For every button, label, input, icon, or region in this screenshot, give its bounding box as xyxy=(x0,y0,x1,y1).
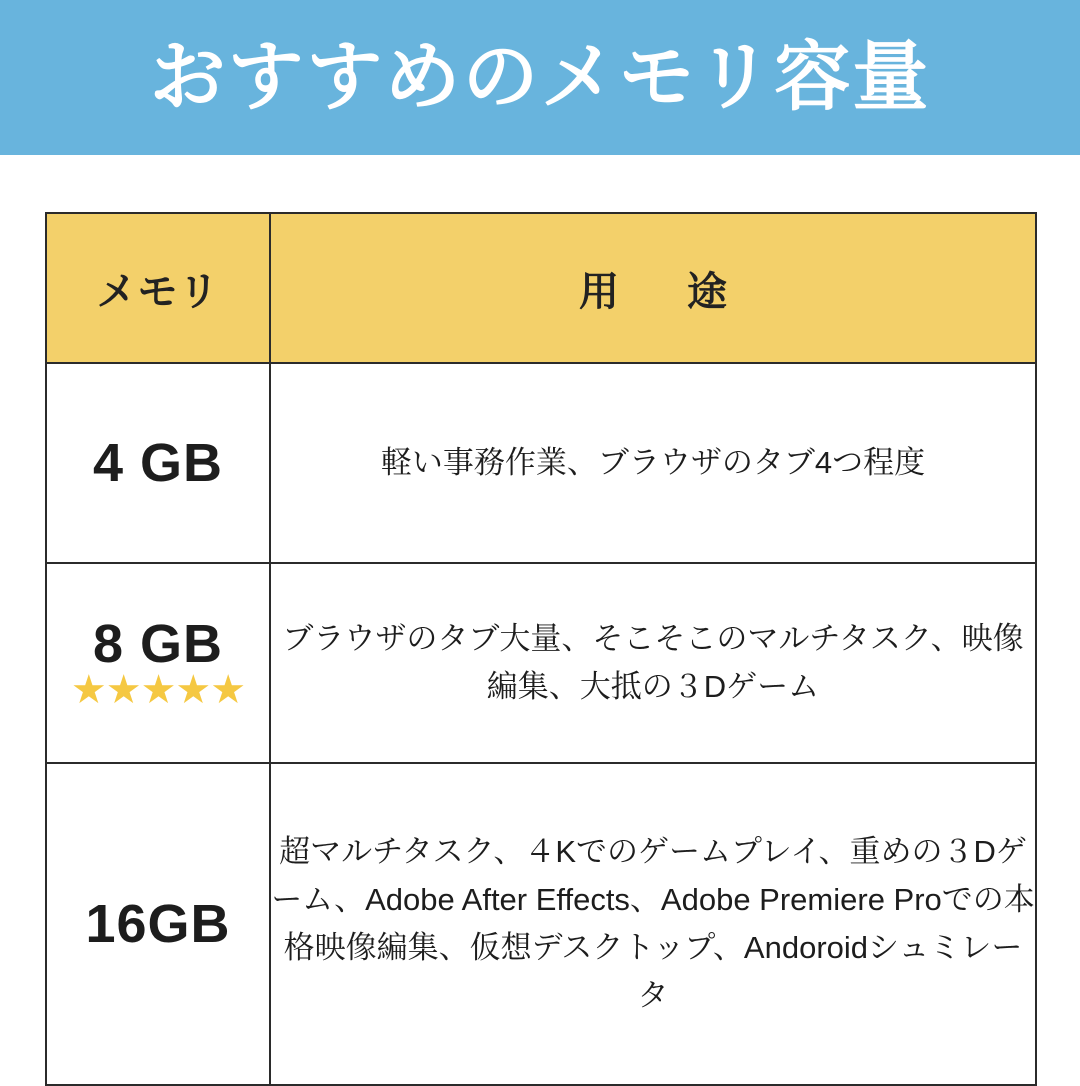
usage-cell xyxy=(270,763,1036,1085)
table-row xyxy=(46,763,1036,1085)
memory-cell xyxy=(46,363,270,563)
page-title: おすすめのメモリ容量 xyxy=(149,34,931,120)
usage-text: ブラウザのタブ大量、そこそこのマルチタスク、映像編集、大抵の３Dゲーム xyxy=(282,620,1024,704)
table-body xyxy=(46,363,1036,1085)
usage-text: 超マルチタスク、４Kでのゲームプレイ、重めの３Dゲーム、Adobe After Effects、Adobe Premiere Proでの本格映像編集、仮想デスクトップ、Andoroidシュミレータ xyxy=(271,833,1035,1014)
memory-cell xyxy=(46,563,270,763)
memory-cell xyxy=(46,763,270,1085)
memory-size-label: 8 GB xyxy=(92,613,224,674)
usage-text: 軽い事務作業、ブラウザのタブ4つ程度 xyxy=(380,444,926,480)
memory-recommendation-table xyxy=(45,212,1037,1086)
table-row xyxy=(46,363,1036,563)
column-header-memory xyxy=(46,213,270,363)
column-header-usage xyxy=(270,213,1036,363)
memory-table-container xyxy=(45,212,1035,1086)
usage-cell xyxy=(270,563,1036,763)
memory-size-label: 16GB xyxy=(85,893,231,954)
table-header-row xyxy=(46,213,1036,363)
table-header xyxy=(46,213,1036,363)
column-header-memory-label: メモリ xyxy=(96,269,220,314)
memory-size-label: 4 GB xyxy=(92,432,224,493)
column-header-usage-label: 用 途 xyxy=(579,269,741,314)
usage-cell xyxy=(270,363,1036,563)
star-rating: ★★★★★ xyxy=(70,668,246,713)
table-row xyxy=(46,563,1036,763)
header-banner xyxy=(0,0,1080,155)
